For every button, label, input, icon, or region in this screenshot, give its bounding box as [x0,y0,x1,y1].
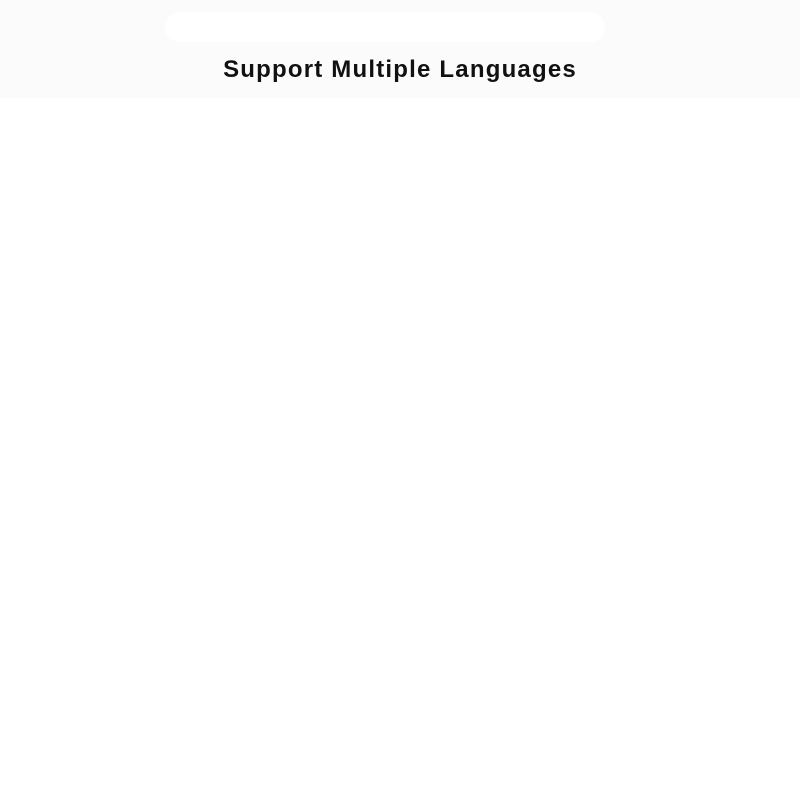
page-title: Support Multiple Languages [223,56,577,83]
header-highlight [165,12,605,42]
